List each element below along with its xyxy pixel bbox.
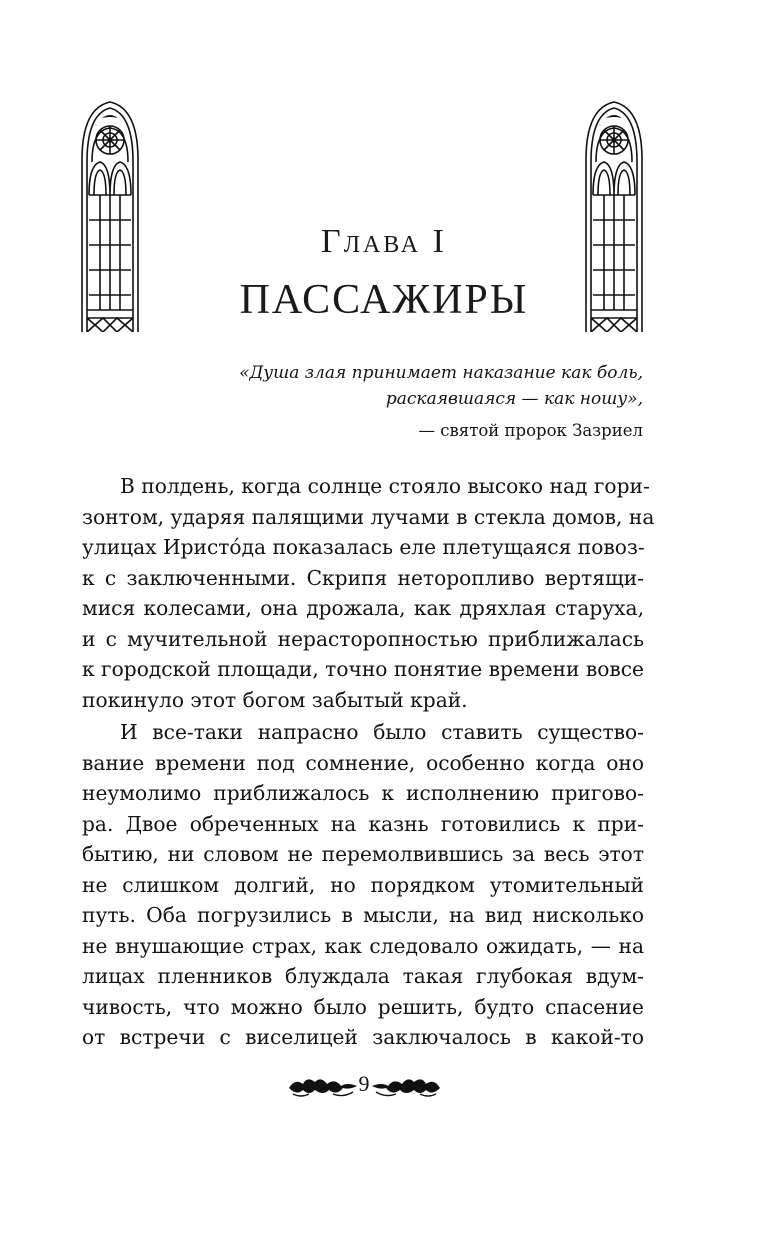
text-line: не внушающие страх, как следовало ожидать, — на [82, 933, 644, 958]
text-line: бытию, ни словом не перемолвившись за весь этот [82, 842, 644, 866]
text-line: ра. Двое обреченных на казнь готовились к при- [82, 811, 644, 836]
text-line: вание времени под сомнение, особенно когда оно [82, 750, 644, 775]
text-line: В полдень, когда солнце стояло высоко над гори- [120, 474, 650, 498]
text-line: улицах Иристо́да показалась еле плетущаяся повоз- [82, 535, 645, 559]
epigraph [123, 360, 643, 444]
text-line: и с мучительной нерасторопностью приближалась [82, 626, 644, 651]
text-line: к городской площади, точно понятие времени вовсе [82, 657, 645, 681]
text-line: к с заключенными. Скрипя неторопливо вертящи- [82, 565, 644, 590]
chapter-title: ПАССАЖИРЫ [239, 277, 529, 323]
text-line: не слишком долгий, но порядком утомительный [82, 872, 644, 897]
text-line: И все-таки напрасно было ставить существо- [120, 720, 644, 744]
text-line: от встречи с виселицей заключалось в какой-то [82, 1025, 644, 1049]
epigraph-line: раскаявшаяся — как ношу», [385, 389, 643, 409]
flourish-ornament-right-icon [370, 1074, 442, 1098]
chapter-body-text [82, 471, 655, 1055]
epigraph-line: «Душа злая принимает наказание как боль, [239, 363, 643, 383]
text-line: зонтом, ударяя палящими лучами в стекла домов, на [82, 504, 655, 529]
text-line: чивость, что можно было решить, будто спасение [82, 994, 644, 1019]
text-line: покинуло этот богом забытый край. [82, 687, 468, 712]
text-line: путь. Оба погрузились в мысли, на вид нисколько [82, 903, 644, 927]
epigraph-attribution: — святой пророк Зазриел [418, 421, 643, 440]
page-number: 9 [358, 1071, 370, 1096]
chapter-label: Глава I [321, 223, 447, 260]
paragraph [82, 471, 655, 715]
text-line: неумолимо приближалось к исполнению пригово- [82, 781, 644, 805]
page-footer [0, 1068, 768, 1104]
paragraph [82, 717, 644, 1053]
text-line: мися колесами, она дрожала, как дряхлая старуха, [82, 596, 644, 620]
text-line: лицах пленников блуждала такая глубокая вдум- [82, 964, 644, 988]
